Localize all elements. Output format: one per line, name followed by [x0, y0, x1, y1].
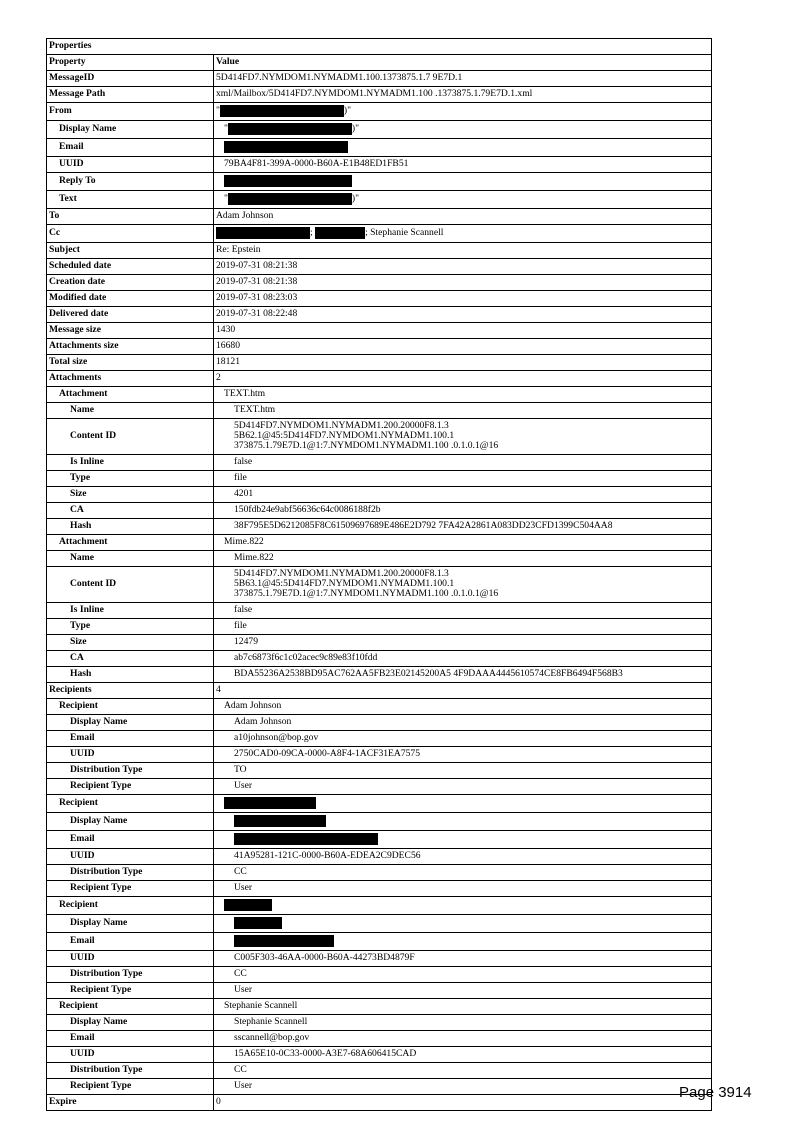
property-name: Attachments: [47, 371, 214, 387]
table-row: [47, 651, 712, 667]
property-name: Distribution Type: [47, 1063, 214, 1079]
property-name: Type: [47, 471, 214, 487]
property-name: Cc: [47, 225, 214, 243]
property-value: Adam Johnson: [214, 209, 712, 225]
table-row: [47, 535, 712, 551]
redaction-block: [220, 105, 344, 117]
property-name: To: [47, 209, 214, 225]
table-row: [47, 371, 712, 387]
property-value: TEXT.htm: [214, 387, 712, 403]
table-row: [47, 603, 712, 619]
property-value: 0: [214, 1095, 712, 1111]
table-row: [47, 355, 712, 371]
table-row: [47, 259, 712, 275]
table-row: [47, 1031, 712, 1047]
table-row: [47, 191, 712, 209]
property-name: Content ID: [47, 419, 214, 455]
table-row: [47, 1095, 712, 1111]
property-name: Recipient: [47, 795, 214, 813]
property-value: Adam Johnson: [214, 715, 712, 731]
table-row: [47, 209, 712, 225]
header-property: Property: [47, 55, 214, 71]
properties-table: [46, 38, 712, 1111]
property-name: Recipient Type: [47, 983, 214, 999]
table-row: [47, 915, 712, 933]
property-value: Mime.822: [214, 551, 712, 567]
property-name: Email: [47, 1031, 214, 1047]
property-value: 4: [214, 683, 712, 699]
property-name: Recipient Type: [47, 881, 214, 897]
property-name: Display Name: [47, 715, 214, 731]
property-value: User: [214, 983, 712, 999]
properties-table-body: [47, 39, 712, 1111]
redaction-block: [234, 935, 334, 947]
property-name: Message Path: [47, 87, 214, 103]
property-value: CC: [214, 967, 712, 983]
table-row: [47, 339, 712, 355]
property-name: Distribution Type: [47, 967, 214, 983]
property-name: From: [47, 103, 214, 121]
property-value: User: [214, 779, 712, 795]
property-name: Name: [47, 403, 214, 419]
property-value: Stephanie Scannell: [214, 1015, 712, 1031]
table-row: [47, 667, 712, 683]
property-name: Delivered date: [47, 307, 214, 323]
table-row: [47, 471, 712, 487]
property-name: Name: [47, 551, 214, 567]
property-name: CA: [47, 651, 214, 667]
property-value: 150fdb24e9abf56636c64c0086188f2b: [214, 503, 712, 519]
property-value: 1430: [214, 323, 712, 339]
table-row: [47, 849, 712, 865]
property-value: TEXT.htm: [214, 403, 712, 419]
property-value: 2: [214, 371, 712, 387]
property-value: " )": [214, 191, 712, 209]
table-row: [47, 881, 712, 897]
property-name: UUID: [47, 747, 214, 763]
redaction-block: [228, 123, 352, 135]
property-value: 18121: [214, 355, 712, 371]
header-value: Value: [214, 55, 712, 71]
property-name: Display Name: [47, 813, 214, 831]
table-row: [47, 455, 712, 471]
table-row: [47, 635, 712, 651]
property-value: 16680: [214, 339, 712, 355]
property-value: false: [214, 455, 712, 471]
table-row: [47, 715, 712, 731]
table-row: [47, 1015, 712, 1031]
property-name: Display Name: [47, 1015, 214, 1031]
table-header-row: [47, 55, 712, 71]
property-name: UUID: [47, 951, 214, 967]
table-row: [47, 951, 712, 967]
property-name: Recipient: [47, 999, 214, 1015]
property-value: [214, 831, 712, 849]
property-value: ab7c6873f6c1c02acec9c89e83f10fdd: [214, 651, 712, 667]
property-name: Text: [47, 191, 214, 209]
page-number: Page 3914: [679, 1084, 752, 1101]
property-value: file: [214, 471, 712, 487]
redaction-block: [216, 227, 310, 239]
table-row: [47, 243, 712, 259]
redaction-block: [224, 141, 348, 153]
property-name: Size: [47, 487, 214, 503]
property-name: Email: [47, 831, 214, 849]
property-name: Hash: [47, 667, 214, 683]
table-row: [47, 1063, 712, 1079]
property-name: Expire: [47, 1095, 214, 1111]
table-row: [47, 779, 712, 795]
property-name: Reply To: [47, 173, 214, 191]
property-name: Recipients: [47, 683, 214, 699]
property-value: xml/Mailbox/5D414FD7.NYMDOM1.NYMADM1.100 .1373875.1.79E7D.1.xml: [214, 87, 712, 103]
property-value: 38F795E5D6212085F8C61509697689E486E2D792 7FA42A2861A083DD23CFD1399C504AA8: [214, 519, 712, 535]
table-row: [47, 1047, 712, 1063]
property-value: " )": [214, 103, 712, 121]
property-name: Recipient Type: [47, 1079, 214, 1095]
property-name: UUID: [47, 1047, 214, 1063]
table-row: [47, 387, 712, 403]
table-row: [47, 865, 712, 881]
table-row: [47, 831, 712, 849]
property-name: Scheduled date: [47, 259, 214, 275]
table-row: [47, 897, 712, 915]
property-value: Mime.822: [214, 535, 712, 551]
property-value: [214, 795, 712, 813]
property-value: [214, 915, 712, 933]
redaction-block: [234, 815, 326, 827]
property-value: [214, 897, 712, 915]
property-name: Is Inline: [47, 455, 214, 471]
property-value: [214, 933, 712, 951]
table-row: [47, 983, 712, 999]
redaction-block: [228, 193, 352, 205]
property-name: Modified date: [47, 291, 214, 307]
property-name: Email: [47, 933, 214, 951]
property-value: 15A65E10-0C33-0000-A3E7-68A606415CAD: [214, 1047, 712, 1063]
table-row: [47, 999, 712, 1015]
table-row: [47, 291, 712, 307]
property-name: Type: [47, 619, 214, 635]
property-name: Distribution Type: [47, 865, 214, 881]
property-value: [214, 813, 712, 831]
redaction-block: [234, 833, 378, 845]
property-name: Attachment: [47, 535, 214, 551]
property-name: Size: [47, 635, 214, 651]
property-value: 5D414FD7.NYMDOM1.NYMADM1.200.20000F8.1.3 5B63.1@45:5D414FD7.NYMDOM1.NYMADM1.100.1 373875.1.79E7D.1@1:7.NYMDOM1.NYMADM1.100 .0.1.0.1@16: [214, 567, 712, 603]
table-row: [47, 487, 712, 503]
property-value: Stephanie Scannell: [214, 999, 712, 1015]
property-name: Creation date: [47, 275, 214, 291]
table-row: [47, 275, 712, 291]
table-row: [47, 503, 712, 519]
table-row: [47, 121, 712, 139]
property-value: User: [214, 1079, 712, 1095]
property-value: 2019-07-31 08:21:38: [214, 259, 712, 275]
redaction-block: [315, 227, 365, 239]
table-title-row: [47, 39, 712, 55]
table-row: [47, 1079, 712, 1095]
table-row: [47, 519, 712, 535]
table-row: [47, 551, 712, 567]
property-name: Hash: [47, 519, 214, 535]
table-row: [47, 795, 712, 813]
table-row: [47, 307, 712, 323]
property-value: [214, 139, 712, 157]
property-name: Attachments size: [47, 339, 214, 355]
table-row: [47, 103, 712, 121]
property-name: UUID: [47, 157, 214, 173]
property-value: 79BA4F81-399A-0000-B60A-E1B48ED1FB51: [214, 157, 712, 173]
table-row: [47, 139, 712, 157]
property-name: Recipient: [47, 897, 214, 915]
table-row: [47, 699, 712, 715]
property-value: User: [214, 881, 712, 897]
property-value: sscannell@bop.gov: [214, 1031, 712, 1047]
property-name: Email: [47, 139, 214, 157]
table-row: [47, 683, 712, 699]
table-row: [47, 157, 712, 173]
property-name: Distribution Type: [47, 763, 214, 779]
table-title: Properties: [47, 39, 712, 55]
redaction-block: [234, 917, 282, 929]
property-value: TO: [214, 763, 712, 779]
property-name: Recipient: [47, 699, 214, 715]
table-row: [47, 813, 712, 831]
table-row: [47, 403, 712, 419]
property-name: Total size: [47, 355, 214, 371]
property-name: CA: [47, 503, 214, 519]
property-name: Display Name: [47, 915, 214, 933]
property-value: BDA55236A2538BD95AC762AA5FB23E02145200A5 4F9DAAA4445610574CE8FB6494F568B3: [214, 667, 712, 683]
property-value: [214, 173, 712, 191]
redaction-block: [224, 797, 316, 809]
table-row: [47, 87, 712, 103]
table-row: [47, 619, 712, 635]
property-name: Subject: [47, 243, 214, 259]
table-row: [47, 225, 712, 243]
property-value: a10johnson@bop.gov: [214, 731, 712, 747]
property-value: false: [214, 603, 712, 619]
property-value: 2750CAD0-09CA-0000-A8F4-1ACF31EA7575: [214, 747, 712, 763]
property-value: 12479: [214, 635, 712, 651]
property-name: Content ID: [47, 567, 214, 603]
property-name: Message size: [47, 323, 214, 339]
table-row: [47, 567, 712, 603]
table-row: [47, 967, 712, 983]
property-value: 5D414FD7.NYMDOM1.NYMADM1.200.20000F8.1.3 5B62.1@45:5D414FD7.NYMDOM1.NYMADM1.100.1 373875.1.79E7D.1@1:7.NYMDOM1.NYMADM1.100 .0.1.0.1@16: [214, 419, 712, 455]
table-row: [47, 71, 712, 87]
table-row: [47, 747, 712, 763]
redaction-block: [224, 175, 352, 187]
property-value: 2019-07-31 08:23:03: [214, 291, 712, 307]
property-name: UUID: [47, 849, 214, 865]
property-name: Is Inline: [47, 603, 214, 619]
property-value: 2019-07-31 08:21:38: [214, 275, 712, 291]
table-row: [47, 731, 712, 747]
property-name: Recipient Type: [47, 779, 214, 795]
table-row: [47, 173, 712, 191]
property-name: Attachment: [47, 387, 214, 403]
property-value: 41A95281-121C-0000-B60A-EDEA2C9DEC56: [214, 849, 712, 865]
property-value: file: [214, 619, 712, 635]
property-value: " )": [214, 121, 712, 139]
property-value: Adam Johnson: [214, 699, 712, 715]
table-row: [47, 323, 712, 339]
property-name: MessageID: [47, 71, 214, 87]
property-name: Display Name: [47, 121, 214, 139]
property-value: C005F303-46AA-0000-B60A-44273BD4879F: [214, 951, 712, 967]
property-value: Re: Epstein: [214, 243, 712, 259]
table-row: [47, 933, 712, 951]
property-value: 2019-07-31 08:22:48: [214, 307, 712, 323]
property-value: 5D414FD7.NYMDOM1.NYMADM1.100.1373875.1.7 9E7D.1: [214, 71, 712, 87]
property-value: CC: [214, 865, 712, 881]
redaction-block: [224, 899, 272, 911]
property-value: ; ; Stephanie Scannell: [214, 225, 712, 243]
property-value: 4201: [214, 487, 712, 503]
table-row: [47, 419, 712, 455]
property-value: CC: [214, 1063, 712, 1079]
property-name: Email: [47, 731, 214, 747]
table-row: [47, 763, 712, 779]
